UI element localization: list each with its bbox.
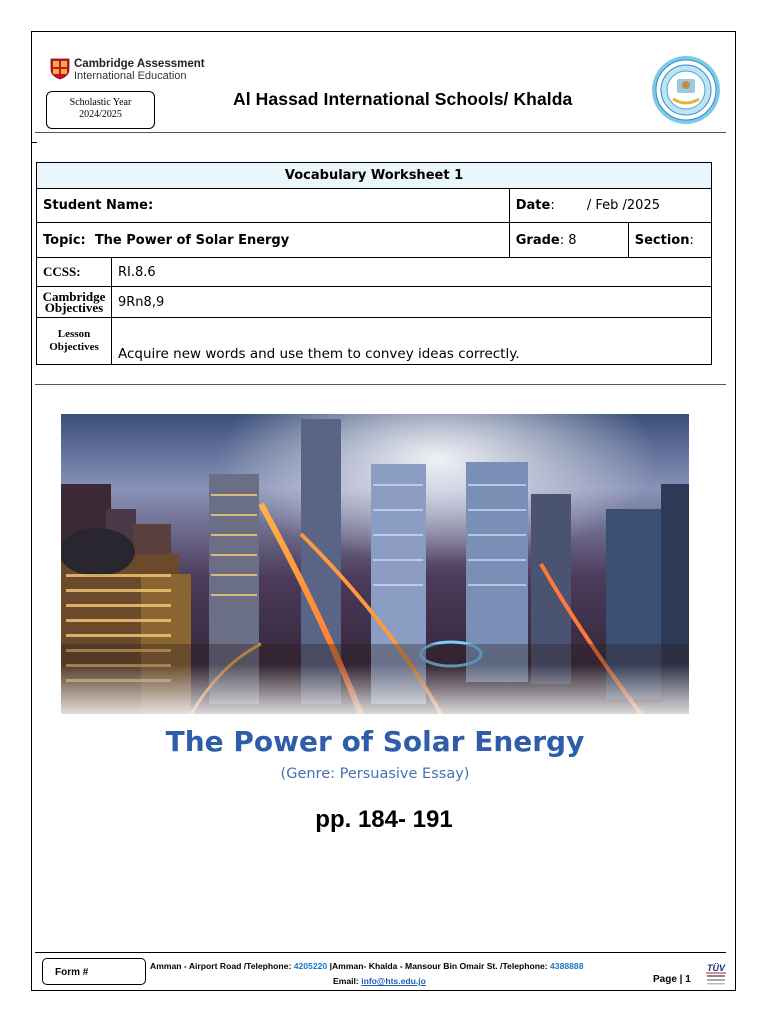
grade-label: Grade <box>515 232 560 248</box>
address-1: Amman - Airport Road /Telephone: <box>150 961 294 971</box>
lesson-objectives-label-1: Lesson <box>57 328 91 340</box>
cambridge-objectives-value: 9Rn8,9 <box>112 287 712 318</box>
email-label: Email: <box>333 976 362 986</box>
tuv-text: TÜV <box>707 963 725 973</box>
topic-label: Topic: <box>43 232 86 248</box>
school-crest-icon <box>651 55 721 125</box>
phone-1: 4205220 <box>293 961 328 971</box>
banner-title: The Power of Solar Energy <box>165 725 585 758</box>
scholastic-year-value: 2024/2025 <box>79 109 122 120</box>
date-value: / Feb /2025 <box>586 198 660 213</box>
cambridge-logo <box>50 58 205 82</box>
phone-2: 4388888 <box>550 961 584 971</box>
ccss-label: CCSS: <box>37 258 112 287</box>
address-2: |Amman- Khalda - Mansour Bin Omair St. /Telephone: <box>327 961 551 971</box>
worksheet-title: Vocabulary Worksheet 1 <box>37 163 712 189</box>
section-cell: Section: <box>628 223 711 258</box>
date-cell: Date: / Feb /2025 <box>509 189 711 223</box>
scholastic-year-box <box>46 91 155 129</box>
cambridge-objectives-label <box>37 287 112 318</box>
school-name: Al Hassad International Schools/ Khalda <box>233 89 573 109</box>
grade-value: 8 <box>568 232 577 248</box>
student-name-label: Student Name: <box>37 189 510 223</box>
topic-value: The Power of Solar Energy <box>94 232 290 248</box>
cambridge-line2: International Education <box>74 70 187 82</box>
lesson-objectives-label <box>37 318 112 365</box>
cambridge-objectives-label-2: Objectives <box>44 300 104 315</box>
banner-subtitle: (Genre: Persuasive Essay) <box>280 766 470 782</box>
topic-cell <box>37 223 510 258</box>
tuv-certification-icon <box>703 962 729 986</box>
page-number: Page | 1 <box>653 974 691 985</box>
form-number-box: Form # <box>42 958 146 985</box>
scholastic-year-label: Scholastic Year <box>69 97 132 108</box>
footer-rule <box>35 952 726 953</box>
cover-banner <box>61 414 689 800</box>
grade-cell: Grade: 8 <box>509 223 628 258</box>
page-reference: pp. 184- 191 <box>315 806 453 833</box>
cambridge-line1: Cambridge Assessment <box>74 58 205 70</box>
footer-address <box>150 961 630 971</box>
section-rule <box>35 384 726 385</box>
margin-tick <box>31 142 37 143</box>
ccss-value: RI.8.6 <box>112 258 712 287</box>
worksheet-info-table <box>36 162 712 365</box>
lesson-objectives-value: Acquire new words and use them to convey ideas correctly. <box>112 318 712 365</box>
cambridge-shield-icon <box>50 58 70 80</box>
cambridge-objectives-label-1: Cambridge <box>42 289 106 304</box>
section-label: Section <box>634 232 690 248</box>
footer-email <box>333 976 426 986</box>
date-label: Date <box>515 198 551 213</box>
lesson-objectives-label-2: Objectives <box>49 341 99 353</box>
header-rule <box>35 132 726 133</box>
email-link[interactable]: info@hts.edu.jo <box>361 976 426 986</box>
